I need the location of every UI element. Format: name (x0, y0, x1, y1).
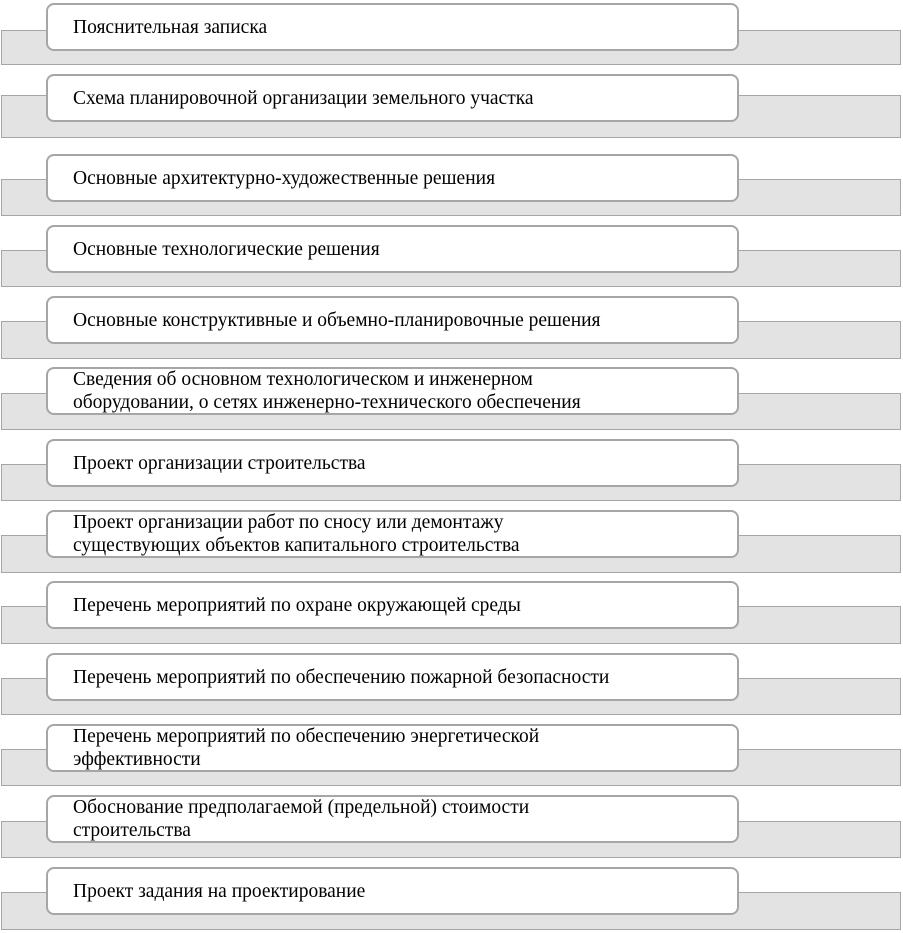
section-label: Сведения об основном технологическом и инженерном оборудовании, о сетях инженерно-технического обеспечения (73, 369, 581, 413)
section-label: Обоснование предполагаемой (предельной) стоимости строительства (73, 797, 530, 841)
section-label: Перечень мероприятий по охране окружающей среды (73, 594, 521, 616)
section-box (46, 724, 739, 772)
section-label: Перечень мероприятий по обеспечению энергетической эффективности (73, 726, 540, 770)
section-box (46, 510, 739, 558)
section-label: Проект задания на проектирование (73, 880, 366, 902)
section-label: Схема планировочной организации земельного участка (73, 87, 534, 109)
section-box (46, 3, 739, 51)
section-box (46, 74, 739, 122)
section-label: Пояснительная записка (73, 16, 268, 38)
section-box (46, 867, 739, 915)
section-box (46, 225, 739, 273)
section-label: Проект организации работ по сносу или демонтажу существующих объектов капитального строительства (73, 512, 520, 556)
section-box (46, 367, 739, 415)
section-box (46, 296, 739, 344)
section-label: Основные конструктивные и объемно-планировочные решения (73, 309, 601, 331)
section-box (46, 795, 739, 843)
section-box (46, 154, 739, 202)
section-box (46, 439, 739, 487)
section-label: Основные архитектурно-художественные решения (73, 167, 496, 189)
section-label: Проект организации строительства (73, 452, 366, 474)
section-label: Перечень мероприятий по обеспечению пожарной безопасности (73, 666, 610, 688)
section-box (46, 581, 739, 629)
section-label: Основные технологические решения (73, 238, 380, 260)
section-box (46, 653, 739, 701)
